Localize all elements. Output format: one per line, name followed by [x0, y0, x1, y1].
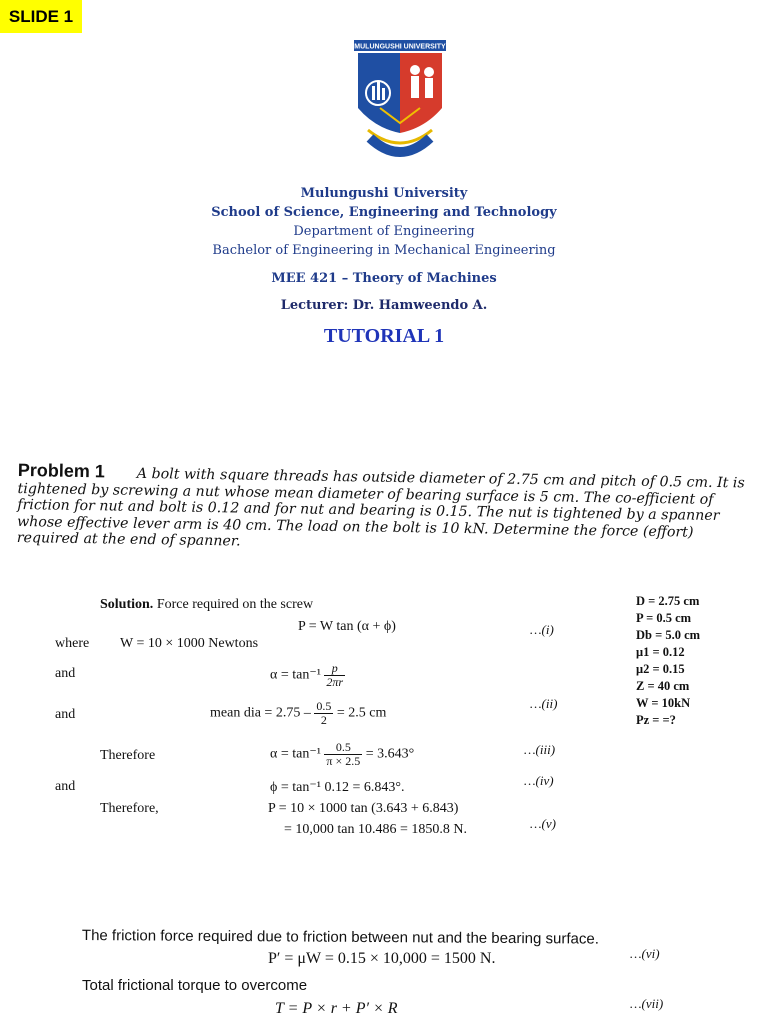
equation-number: …(vi) — [630, 946, 660, 961]
given-item: Db = 5.0 cm — [636, 628, 701, 642]
equation-number: …(ii) — [530, 696, 558, 711]
problem-label: Problem 1 — [17, 460, 106, 482]
phi-line: ϕ = tan⁻¹ 0.12 = 6.843°. — [270, 780, 405, 795]
alpha-lhs: α = tan⁻¹ — [270, 667, 321, 683]
alpha-formula — [270, 662, 345, 689]
equation-number: …(iii) — [524, 742, 556, 757]
mean-lhs: mean dia = 2.75 – — [210, 705, 311, 721]
and-label: and — [55, 666, 76, 681]
therefore-label: Therefore — [100, 748, 156, 763]
equation-number: …(i) — [530, 622, 554, 637]
solution-intro — [100, 597, 313, 613]
fraction-denominator: π × 2.5 — [326, 754, 361, 768]
fraction-numerator: 0.5 — [316, 699, 332, 713]
equation-number: …(iv) — [524, 773, 554, 788]
slide-label: SLIDE 1 — [0, 0, 82, 33]
school-name: School of Science, Engineering and Technology — [211, 205, 557, 220]
given-item: P = 0.5 cm — [636, 611, 692, 625]
alpha-rhs: = 3.643° — [365, 746, 415, 762]
given-item: Z = 40 cm — [636, 679, 690, 693]
mean-rhs: = 2.5 cm — [336, 705, 387, 721]
fraction-denominator: 2 — [320, 713, 327, 727]
and-label: and — [55, 707, 76, 722]
torque-heading: Total frictional torque to overcome — [82, 977, 308, 994]
crest-icon — [340, 38, 460, 164]
fraction-numerator: p — [324, 662, 345, 676]
course-title: MEE 421 – Theory of Machines — [271, 271, 497, 286]
fraction-numerator: 0.5 — [324, 741, 362, 755]
fraction-denominator: 2πr — [326, 675, 344, 689]
mean-diameter-line — [210, 700, 386, 727]
friction-force-equation: P′ = μW = 0.15 × 10,000 = 1500 N. — [268, 950, 496, 967]
problem-text: A bolt with square threads has outside diameter of 2.75 cm and pitch of 0.5 cm. It is tightened by screwing a nut whose mean diameter of bearing surface is 5 cm. The co-efficient of friction for nut and bolt is 0.12 and for nut and bearing is 0.15. The nut is tightened by a spanner whose effective lever arm is 40 cm. The load on the bolt is 10 kN. Determine the force (effort) required at the end of spanner. — [16, 465, 745, 550]
alpha-lhs: α = tan⁻¹ — [270, 746, 321, 762]
given-item: μ2 = 0.15 — [636, 662, 685, 676]
mean-fraction — [314, 700, 333, 727]
tutorial-title: TUTORIAL 1 — [323, 325, 445, 347]
given-item: μ1 = 0.12 — [636, 645, 685, 659]
given-item: W = 10kN — [636, 696, 691, 710]
given-item: D = 2.75 cm — [636, 594, 700, 608]
programme-name: Bachelor of Engineering in Mechanical Engineering — [212, 243, 556, 258]
department-name: Department of Engineering — [293, 224, 475, 239]
lecturer-name: Lecturer: Dr. Hamweendo A. — [280, 298, 488, 313]
equation-number: …(vii) — [630, 996, 664, 1011]
and-label: and — [55, 779, 76, 794]
logo-banner-text: MULUNGUSHI UNIVERSITY — [354, 43, 446, 51]
solution-intro-text: Force required on the screw — [156, 597, 314, 612]
alpha-result — [270, 741, 414, 768]
where-label: where — [55, 636, 90, 651]
university-logo — [340, 38, 460, 164]
solution-title: Solution. — [100, 597, 154, 612]
equation-number: …(v) — [530, 816, 556, 831]
therefore-label: Therefore, — [100, 801, 159, 816]
effort-line-2: = 10,000 tan 10.486 = 1850.8 N. — [284, 822, 468, 837]
effort-line-1: P = 10 × 1000 tan (3.643 + 6.843) — [268, 801, 459, 816]
alpha-fraction — [324, 662, 345, 689]
load-line: W = 10 × 1000 Newtons — [120, 636, 259, 651]
university-name: Mulungushi University — [300, 186, 468, 201]
friction-force-heading: The friction force required due to friction between nut and the bearing surface. — [81, 927, 599, 948]
given-item: Pz = =? — [636, 713, 676, 727]
equation-1: P = W tan (α + ϕ) — [298, 619, 396, 634]
given-values — [636, 593, 700, 729]
problem-statement — [17, 462, 756, 558]
alpha-fraction — [324, 741, 362, 768]
torque-equation: T = P × r + P′ × R — [275, 1000, 398, 1017]
